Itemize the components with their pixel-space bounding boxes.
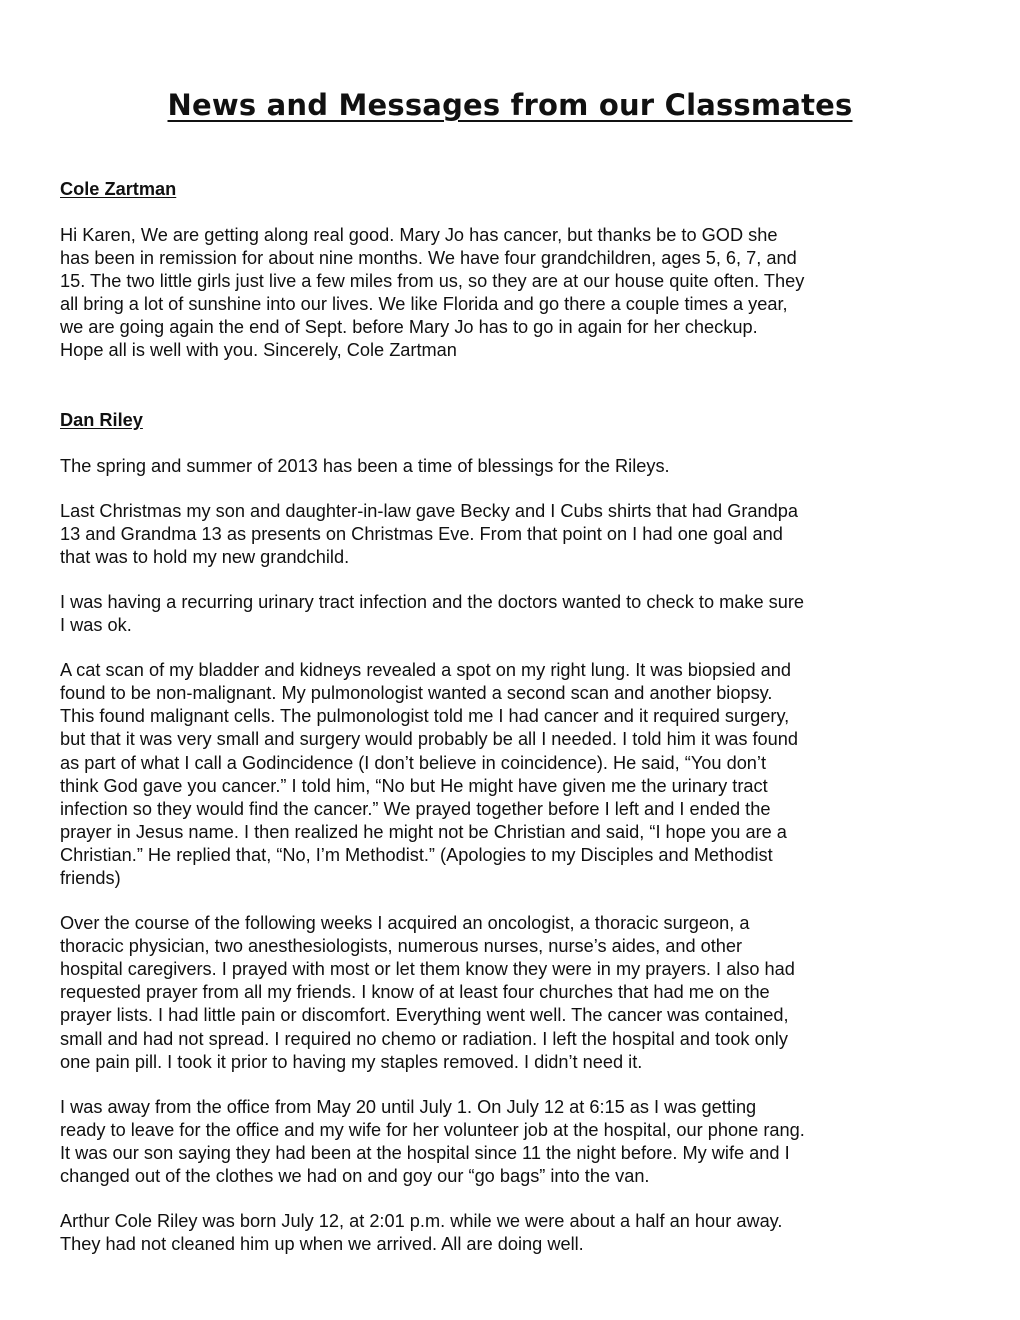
paragraph-spacer (60, 890, 900, 912)
text-line: found to be non-malignant. My pulmonologist wanted a second scan and another biopsy. (60, 683, 773, 704)
message-paragraph (60, 455, 900, 478)
document-body (60, 178, 900, 1256)
message-paragraph (60, 1210, 900, 1256)
text-line: one pain pill. I took it prior to having my staples removed. I didn’t need it. (60, 1051, 643, 1072)
classmate-name-heading: Cole Zartman (60, 179, 177, 199)
message-paragraph (60, 224, 900, 363)
text-line: Arthur Cole Riley was born July 12, at 2:01 p.m. while we were about a half an hour away. (60, 1211, 783, 1232)
text-line: prayer in Jesus name. I then realized he might not be Christian and said, “I hope you are a (60, 821, 787, 842)
text-line: It was our son saying they had been at the hospital since 11 the night before. My wife and I (60, 1142, 790, 1163)
text-line: 15. The two little girls just live a few miles from us, so they are at our house quite often. They (60, 271, 805, 292)
text-line: I was away from the office from May 20 until July 1. On July 12 at 6:15 as I was getting (60, 1096, 757, 1117)
text-line: as part of what I call a Godincidence (I don’t believe in coincidence). He said, “You don’t (60, 752, 767, 773)
text-line: The spring and summer of 2013 has been a time of blessings for the Rileys. (60, 455, 670, 476)
text-line: I was ok. (60, 615, 132, 636)
text-line: all bring a lot of sunshine into our lives. We like Florida and go there a couple times a year, (60, 294, 788, 315)
paragraph-spacer (60, 201, 900, 224)
text-line: Hi Karen, We are getting along real good. Mary Jo has cancer, but thanks be to GOD she (60, 225, 778, 245)
classmate-section (60, 178, 900, 363)
message-paragraph (60, 591, 900, 637)
text-line: prayer lists. I had little pain or discomfort. Everything went well. The cancer was contained, (60, 1005, 789, 1026)
page-title: News and Messages from our Classmates (167, 88, 853, 122)
classmate-name-heading: Dan Riley (60, 409, 143, 430)
text-line: think God gave you cancer.” I told him, “No but He might have given me the urinary tract (60, 775, 768, 796)
message-paragraph (60, 500, 900, 569)
text-line: friends) (60, 867, 121, 888)
paragraph-spacer (60, 432, 900, 455)
text-line: Over the course of the following weeks I acquired an oncologist, a thoracic surgeon, a (60, 913, 750, 934)
text-line: changed out of the clothes we had on and goy our “go bags” into the van. (60, 1166, 650, 1186)
text-line: Christian.” He replied that, “No, I’m Methodist.” (Apologies to my Disciples and Methodist (60, 844, 773, 865)
text-line: infection so they would find the cancer.” We prayed together before I left and I ended the (60, 798, 771, 819)
text-line: Hope all is well with you. Sincerely, Cole Zartman (60, 340, 457, 361)
message-paragraph (60, 912, 900, 1074)
text-line: thoracic physician, two anesthesiologists, numerous nurses, nurse’s aides, and other (60, 936, 743, 957)
message-paragraph (60, 1096, 900, 1188)
text-line: but that it was very small and surgery would probably be all I needed. I told him it was found (60, 729, 798, 750)
text-line: They had not cleaned him up when we arrived. All are doing well. (60, 1234, 584, 1255)
text-line: has been in remission for about nine months. We have four grandchildren, ages 5, 6, 7, and (60, 248, 797, 269)
paragraph-spacer (60, 1188, 900, 1210)
text-line: Last Christmas my son and daughter-in-law gave Becky and I Cubs shirts that had Grandpa (60, 500, 798, 521)
text-line: This found malignant cells. The pulmonologist told me I had cancer and it required surgery, (60, 706, 790, 727)
section-spacer (60, 363, 900, 409)
text-line: we are going again the end of Sept. before Mary Jo has to go in again for her checkup. (60, 317, 758, 338)
paragraph-spacer (60, 569, 900, 591)
text-line: hospital caregivers. I prayed with most or let them know they were in my prayers. I also had (60, 959, 795, 980)
paragraph-spacer (60, 478, 900, 500)
text-line: requested prayer from all my friends. I know of at least four churches that had me on the (60, 982, 770, 1003)
paragraph-spacer (60, 637, 900, 659)
paragraph-spacer (60, 1074, 900, 1096)
text-line: that was to hold my new grandchild. (60, 546, 350, 567)
text-line: small and had not spread. I required no chemo or radiation. I left the hospital and took only (60, 1028, 788, 1049)
text-line: 13 and Grandma 13 as presents on Christmas Eve. From that point on I had one goal and (60, 523, 783, 544)
text-line: I was having a recurring urinary tract infection and the doctors wanted to check to make sure (60, 591, 805, 612)
classmate-section (60, 409, 900, 1257)
message-paragraph (60, 659, 900, 890)
text-line: ready to leave for the office and my wife for her volunteer job at the hospital, our phone rang. (60, 1119, 805, 1140)
text-line: A cat scan of my bladder and kidneys revealed a spot on my right lung. It was biopsied and (60, 660, 791, 681)
